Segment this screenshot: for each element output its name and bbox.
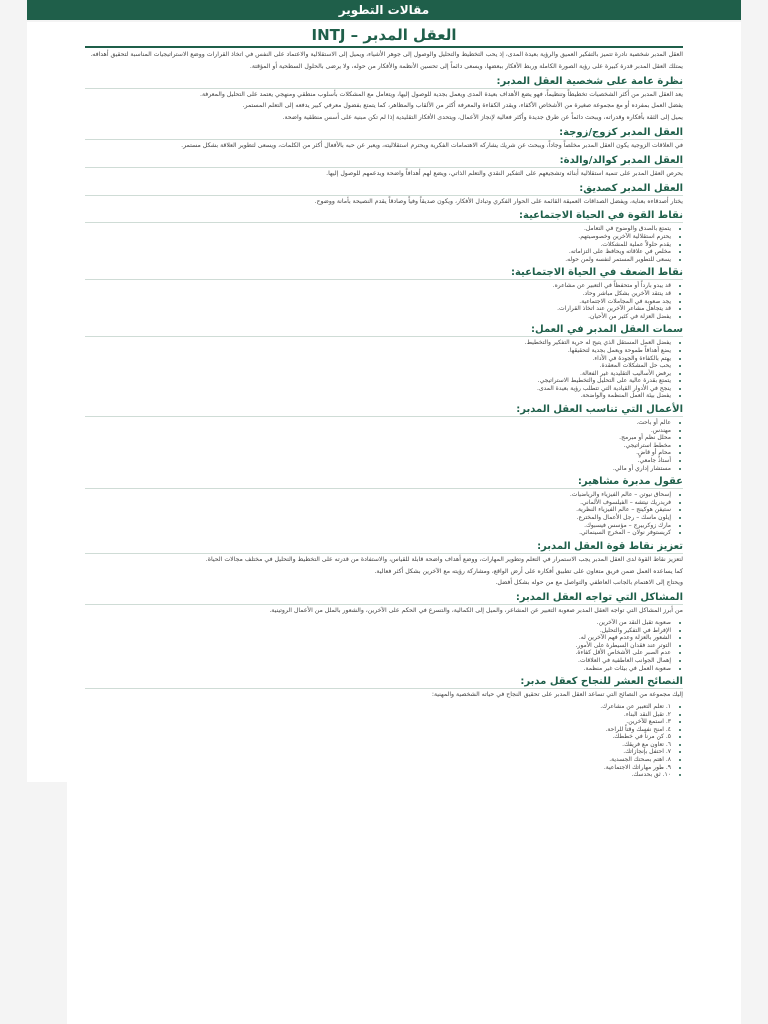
section-paragraph: إليك مجموعة من النصائح التي تساعد العقل المدبر على تحقيق النجاح في حياته الشخصية والمهنية: xyxy=(431,691,683,699)
list-item: • يفضل بيئة العمل المنظمة والواضحة. xyxy=(85,392,671,400)
page-edge xyxy=(27,782,67,1024)
list-item: • يتمتع بالصدق والوضوح في التعامل. xyxy=(85,225,671,233)
list-item: • يحترم استقلالية الآخرين وخصوصيتهم. xyxy=(85,233,671,241)
list-heading: نقاط القوة في الحياة الاجتماعية: xyxy=(85,210,683,223)
section-paragraph: يحرص العقل المدبر على تنمية استقلالية أبنائه وتشجيعهم على التفكير النقدي والتعلم الذاتي، ويضع لهم أهدافاً واضحة ويدعمهم للوصول إليها. xyxy=(326,169,683,177)
list-item: • صعوبة تقبل النقد من الآخرين. xyxy=(85,619,671,627)
list-item: • مارك زوكربيرج – مؤسس فيسبوك. xyxy=(85,522,671,530)
list-item: • التوتر عند فقدان السيطرة على الأمور. xyxy=(85,642,671,650)
list-item: • ٩. طور مهاراتك الاجتماعية. xyxy=(85,764,671,772)
list-item: • محلل نظم أو مبرمج. xyxy=(85,434,671,442)
list-heading: نقاط الضعف في الحياة الاجتماعية: xyxy=(85,267,683,280)
bullet-list xyxy=(85,491,683,537)
section-heading: نظرة عامة على شخصية العقل المدبر: xyxy=(85,76,683,89)
article-page xyxy=(27,22,741,1024)
bullet-sections xyxy=(85,210,683,536)
list-item: • عدم الصبر على الأشخاص الأقل كفاءة. xyxy=(85,649,671,657)
list-item: • فريدريك نيتشه – الفيلسوف الألماني. xyxy=(85,499,671,507)
list-item: • ٢. تقبل النقد البناء. xyxy=(85,711,671,719)
section-heading: العقل المدبر كصديق: xyxy=(85,183,683,196)
list-item: • ٦. تعاون مع فريقك. xyxy=(85,741,671,749)
article-title: العقل المدبر – INTJ xyxy=(85,26,683,48)
list-item: • يرفض الأساليب التقليدية غير الفعالة. xyxy=(85,370,671,378)
section-paragraph: في العلاقات الزوجية يكون العقل المدبر مخلصاً وجاداً، ويبحث عن شريك يشاركه الاهتمامات الفكرية ويحترم استقلاليته، ويعبر عن حبه بالأفعال أكثر من الكلمات، ويسعى لتطوير العلاقة بشكل مستمر. xyxy=(181,141,683,149)
list-item: • يقدم حلولاً عملية للمشكلات. xyxy=(85,241,671,249)
list-item: • ٤. امنح نفسك وقتاً للراحة. xyxy=(85,726,671,734)
list-item: • ستيفن هوكينج – عالم الفيزياء النظرية. xyxy=(85,506,671,514)
list-item: • إيلون ماسك – رجل الأعمال والمخترع. xyxy=(85,514,671,522)
list-item: • يجد صعوبة في المجاملات الاجتماعية. xyxy=(85,298,671,306)
bullet-list xyxy=(85,282,683,320)
list-item: • الإفراط في التفكير والتحليل. xyxy=(85,627,671,635)
list-heading: الأعمال التي تناسب العقل المدبر: xyxy=(85,404,683,417)
bullet-list xyxy=(85,225,683,263)
list-item: • مخطط استراتيجي. xyxy=(85,442,671,450)
list-item: • ينجح في الأدوار القيادية التي تتطلب رؤية بعيدة المدى. xyxy=(85,385,671,393)
list-item: • مخلص في علاقاته ويحافظ على التزاماته. xyxy=(85,248,671,256)
list-item: • ١. تعلم التعبير عن مشاعرك. xyxy=(85,703,671,711)
article-content xyxy=(27,22,741,779)
list-item: • الشعور بالعزلة وعدم فهم الآخرين له. xyxy=(85,634,671,642)
list-item: • يفضل العمل المستقل الذي يتيح له حرية التفكير والتخطيط. xyxy=(85,339,671,347)
section-paragraph: يفضل العمل بمفرده أو مع مجموعة صغيرة من الأشخاص الأكفاء، ويقدر الكفاءة والمعرفة أكثر من الألقاب والمظاهر، كما يتمتع بفضول معرفي كبير يدفعه إلى التعلم المستمر. xyxy=(242,102,683,110)
section-paragraph: لتعزيز نقاط القوة لدى العقل المدبر يجب الاستمرار في التعلم وتطوير المهارات، ووضع أهداف واضحة قابلة للقياس، والاستفادة من قدرته على التخطيط والتحليل في مختلف مجالات الحياة. xyxy=(205,555,683,563)
list-item: • كريستوفر نولان – المخرج السينمائي. xyxy=(85,529,671,537)
challenge-list xyxy=(85,619,683,672)
list-item: • يحب حل المشكلات المعقدة. xyxy=(85,362,671,370)
section-heading: العقل المدبر كزوج/زوجة: xyxy=(85,127,683,140)
list-item: • عالم أو باحث. xyxy=(85,419,671,427)
section-heading: تعزيز نقاط قوة العقل المدبر: xyxy=(85,541,683,554)
list-item: • محامٍ أو قاضٍ. xyxy=(85,449,671,457)
header-bar xyxy=(27,0,741,20)
list-item: • ٥. كن مرناً في خططك. xyxy=(85,733,671,741)
list-item: • قد يبدو بارداً أو متحفظاً في التعبير عن مشاعره. xyxy=(85,282,671,290)
intro-paragraph: العقل المدبر شخصية نادرة تتميز بالتفكير العميق والرؤية بعيدة المدى، إذ يحب التخطيط والتحليل والوصول إلى جوهر الأشياء، ويميل إلى الاستقلالية والاعتماد على النفس في اتخاذ القرارات ووضع الاستراتيجيات المناسبة لتحقيق أهدافه. xyxy=(90,51,683,58)
list-item: • أستاذ جامعي. xyxy=(85,457,671,465)
section-heading: العقل المدبر كوالد/والدة: xyxy=(85,155,683,168)
list-item: • مستشار إداري أو مالي. xyxy=(85,465,671,473)
list-item: • ١٠. ثق بحدسك. xyxy=(85,771,671,779)
header-title: مقالات التطوير xyxy=(338,3,430,17)
section-paragraph: كما يساعده العمل ضمن فريق متعاون على تطبيق أفكاره على أرض الواقع، ومشاركة رؤيته مع الآخرين بشكل أكثر فعالية. xyxy=(374,567,683,575)
advice-list xyxy=(85,703,683,779)
list-item: • يفضل العزلة في كثير من الأحيان. xyxy=(85,313,671,321)
list-item: • ٧. احتفل بإنجازاتك. xyxy=(85,748,671,756)
section-paragraph: ويحتاج إلى الاهتمام بالجانب العاطفي والتواصل مع من حوله بشكل أفضل. xyxy=(495,579,683,587)
list-item: • يسعى للتطوير المستمر لنفسه ولمن حوله. xyxy=(85,256,671,264)
section-paragraph: يعد العقل المدبر من أكثر الشخصيات تخطيطاً وتنظيماً، فهو يضع الأهداف بعيدة المدى ويعمل بجدية للوصول إليها، ويتعامل مع المشكلات بأسلوب منطقي ومنهجي يعتمد على التحليل والمعرفة. xyxy=(200,90,683,98)
list-item: • إهمال الجوانب العاطفية في العلاقات. xyxy=(85,657,671,665)
list-item: • يهتم بالكفاءة والجودة في الأداء. xyxy=(85,355,671,363)
bullet-list xyxy=(85,419,683,472)
list-item: • ٣. استمع للآخرين. xyxy=(85,718,671,726)
list-item: • مهندس. xyxy=(85,427,671,435)
list-item: • ٨. اهتم بصحتك الجسدية. xyxy=(85,756,671,764)
list-item: • قد ينتقد الآخرين بشكل مباشر وحاد. xyxy=(85,290,671,298)
list-item: • يتمتع بقدرة عالية على التحليل والتخطيط الاستراتيجي. xyxy=(85,377,671,385)
list-heading: عقول مدبرة مشاهير: xyxy=(85,476,683,489)
list-item: • قد يتجاهل مشاعر الآخرين عند اتخاذ القرارات. xyxy=(85,305,671,313)
section-paragraph: يختار أصدقاءه بعناية، ويفضل الصداقات العميقة القائمة على الحوار الفكري وتبادل الأفكار، ويكون صديقاً وفياً وصادقاً يقدم النصيحة بأمانة ووضوح. xyxy=(314,197,683,205)
list-heading: سمات العقل المدبر في العمل: xyxy=(85,324,683,337)
list-item: • إسحاق نيوتن – عالم الفيزياء والرياضيات. xyxy=(85,491,671,499)
intro-paragraph: يمتلك العقل المدبر قدرة كبيرة على رؤية الصورة الكاملة وربط الأفكار ببعضها، ويسعى دائماً إلى تحسين الأنظمة والأفكار من حوله، ولا يرضى بالحلول السطحية أو المؤقتة. xyxy=(249,62,683,70)
list-item: • صعوبة العمل في بيئات غير منظمة. xyxy=(85,665,671,673)
bullet-list xyxy=(85,339,683,400)
section-heading: المشاكل التي تواجه العقل المدبر: xyxy=(85,592,683,605)
section-heading: النصائح العشر للنجاح كعقل مدبر: xyxy=(85,676,683,689)
section-paragraph: من أبرز المشاكل التي تواجه العقل المدبر صعوبة التعبير عن المشاعر، والميل إلى الكمالية، والتسرع في الحكم على الآخرين، والشعور بالملل من الأعمال الروتينية. xyxy=(269,607,683,615)
section-paragraph: يميل إلى الثقة بأفكاره وقدراته، ويبحث دائماً عن طرق جديدة وأكثر فعالية لإنجاز الأعمال، ويتحدى الأفكار التقليدية إذا لم تكن مبنية على أسس منطقية واضحة. xyxy=(282,114,683,122)
list-item: • يضع أهدافاً طموحة ويعمل بجدية لتحقيقها. xyxy=(85,347,671,355)
